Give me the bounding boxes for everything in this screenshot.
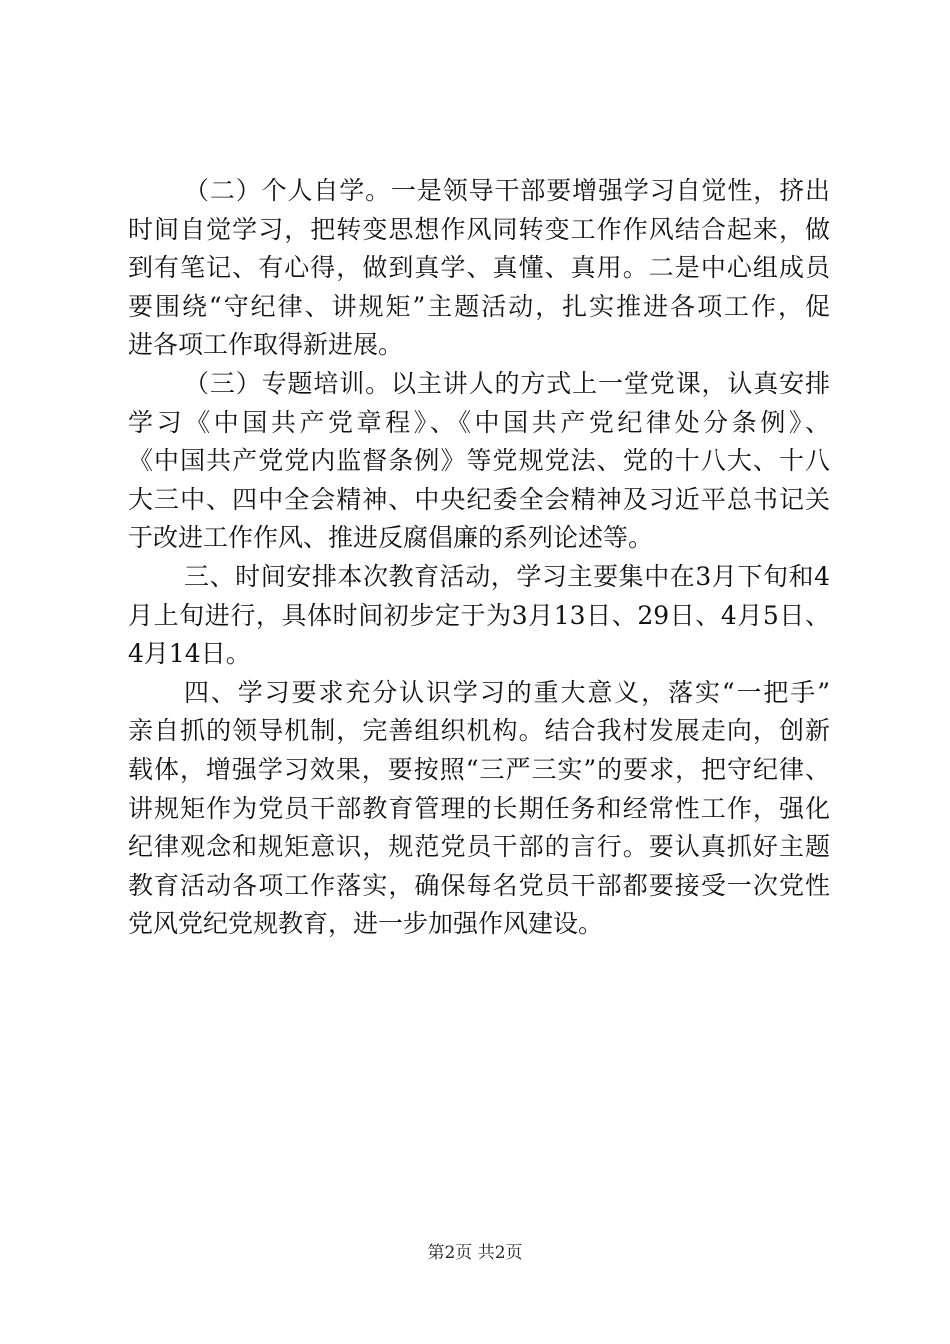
text-line: 4月14日。	[128, 639, 251, 669]
text-line: 《中国共产党党内监督条例》等党规党法、党的十八大、十八	[128, 446, 830, 476]
paragraph-special-training	[128, 365, 830, 558]
text-line: （三）专题培训。以主讲人的方式上一堂党课，认真安排	[184, 368, 830, 398]
text-line: 纪律观念和规矩意识，规范党员干部的言行。要认真抓好主题	[128, 832, 830, 862]
paragraph-personal-study	[128, 172, 830, 365]
text-line: 于改进工作作风、推进反腐倡廉的系列论述等。	[128, 523, 654, 553]
text-line: 进各项工作取得新进展。	[128, 330, 404, 360]
text-line: 三、时间安排本次教育活动，学习主要集中在3月下旬和4	[184, 561, 830, 591]
text-line: 载体，增强学习效果，要按照“三严三实”的要求，把守纪律、	[128, 754, 830, 784]
text-line: 到有笔记、有心得，做到真学、真懂、真用。二是中心组成员	[128, 253, 830, 283]
text-line: 要围绕“守纪律、讲规矩”主题活动，扎实推进各项工作，促	[128, 291, 830, 321]
text-line: 学习《中国共产党章程》、《中国共产党纪律处分条例》、	[128, 407, 830, 437]
text-line: 亲自抓的领导机制，完善组织机构。结合我村发展走向，创新	[128, 716, 830, 746]
page-number-footer: 第2页 共2页	[427, 1243, 523, 1263]
document-body	[128, 172, 830, 944]
text-line: （二）个人自学。一是领导干部要增强学习自觉性，挤出	[184, 176, 830, 205]
text-line: 教育活动各项工作落实，确保每名党员干部都要接受一次党性	[128, 870, 830, 900]
paragraph-schedule	[128, 558, 830, 674]
text-line: 时间自觉学习，把转变思想作风同转变工作作风结合起来，做	[128, 214, 830, 244]
text-line: 讲规矩作为党员干部教育管理的长期任务和经常性工作，强化	[128, 793, 830, 823]
paragraph-requirements	[128, 674, 830, 944]
text-line: 党风党纪党规教育，进一步加强作风建设。	[128, 909, 604, 939]
text-line: 大三中、四中全会精神、中央纪委全会精神及习近平总书记关	[128, 484, 830, 514]
text-line: 四、学习要求充分认识学习的重大意义，落实“一把手”	[184, 677, 830, 707]
text-line: 月上旬进行，具体时间初步定于为3月13日、29日、4月5日、	[128, 600, 830, 630]
